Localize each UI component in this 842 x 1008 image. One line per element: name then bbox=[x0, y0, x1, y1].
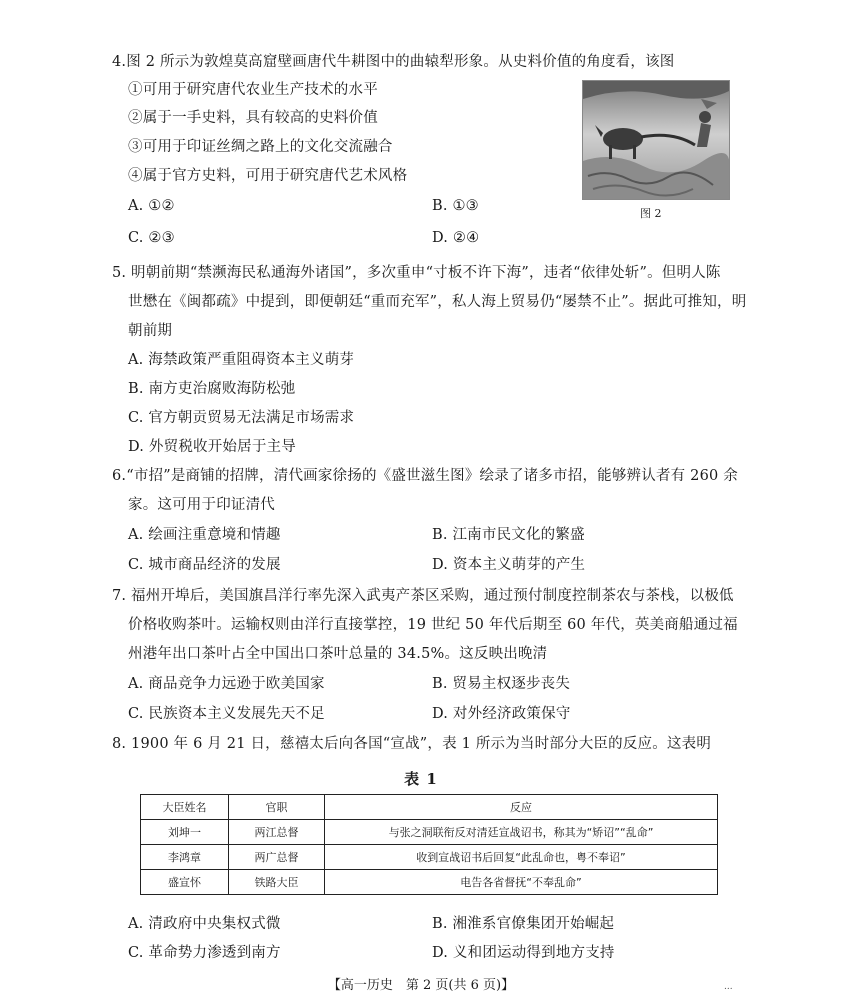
q8-option-a: A. 清政府中央集权式微 bbox=[128, 916, 281, 932]
table-1-title: 表 1 bbox=[404, 770, 438, 788]
q5-option-a: A. 海禁政策严重阻碍资本主义萌芽 bbox=[128, 352, 355, 368]
q7-option-a: A. 商品竞争力远逊于欧美国家 bbox=[128, 676, 325, 692]
q6-option-c: C. 城市商品经济的发展 bbox=[128, 557, 281, 573]
table-cell: 李鸿章 bbox=[141, 845, 229, 870]
table-cell: 刘坤一 bbox=[141, 820, 229, 845]
q5-option-d: D. 外贸税收开始居于主导 bbox=[128, 439, 296, 455]
q4-option-a: A. ①② bbox=[128, 198, 175, 214]
q7-option-b: B. 贸易主权逐步丧失 bbox=[432, 676, 571, 692]
table-cell: 铁路大臣 bbox=[229, 870, 325, 895]
q4-option-c: C. ②③ bbox=[128, 230, 175, 246]
table-row bbox=[141, 870, 718, 895]
q6-stem-line-2: 家。这可用于印证清代 bbox=[128, 497, 275, 513]
q5-stem-line-3: 朝前期 bbox=[128, 323, 173, 339]
q8-option-c: C. 革命势力渗透到南方 bbox=[128, 945, 281, 961]
q6-option-b: B. 江南市民文化的繁盛 bbox=[432, 527, 585, 543]
table-cell: 电告各省督抚“不奉乱命” bbox=[325, 870, 718, 895]
page-footer: 【高一历史 第 2 页(共 6 页)】 bbox=[327, 978, 515, 993]
figure-2-caption: 图 2 bbox=[640, 207, 662, 220]
q7-stem-line-3: 州港年出口茶叶占全中国出口茶叶总量的 34.5%。这反映出晚清 bbox=[128, 646, 548, 662]
q5-option-c: C. 官方朝贡贸易无法满足市场需求 bbox=[128, 410, 355, 426]
q4-item-2: ②属于一手史料，具有较高的史料价值 bbox=[128, 110, 378, 126]
q4-option-d: D. ②④ bbox=[432, 230, 480, 246]
table-cell: 与张之洞联衔反对清廷宣战诏书，称其为“矫诏”“乱命” bbox=[325, 820, 718, 845]
table-header-cell: 反应 bbox=[325, 795, 718, 820]
q6-option-a: A. 绘画注重意境和情趣 bbox=[128, 527, 281, 543]
q4-item-3: ③可用于印证丝绸之路上的文化交流融合 bbox=[128, 139, 393, 155]
q6-stem-line-1: 6.“市招”是商铺的招牌，清代画家徐扬的《盛世滋生图》绘录了诸多市招，能够辨认者有 260 余 bbox=[112, 468, 738, 484]
q8-option-d: D. 义和团运动得到地方支持 bbox=[432, 945, 615, 961]
q4-item-1: ①可用于研究唐代农业生产技术的水平 bbox=[128, 82, 378, 98]
q4-item-4: ④属于官方史料，可用于研究唐代艺术风格 bbox=[128, 168, 408, 184]
table-header-row bbox=[141, 795, 718, 820]
table-row bbox=[141, 845, 718, 870]
q7-stem-line-1: 7. 福州开埠后，美国旗昌洋行率先深入武夷产茶区采购，通过预付制度控制茶农与茶栈，以极低 bbox=[112, 588, 734, 604]
ministers-reaction-table bbox=[140, 794, 718, 895]
q7-option-d: D. 对外经济政策保守 bbox=[432, 706, 571, 722]
table-cell: 收到宣战诏书后回复“此乱命也，粤不奉诏” bbox=[325, 845, 718, 870]
table-cell: 盛宣怀 bbox=[141, 870, 229, 895]
table-row bbox=[141, 820, 718, 845]
q4-stem: 4.图 2 所示为敦煌莫高窟壁画唐代牛耕图中的曲辕犁形象。从史料价值的角度看，该图 bbox=[112, 54, 675, 70]
table-header-cell: 大臣姓名 bbox=[141, 795, 229, 820]
q4-option-b: B. ①③ bbox=[432, 198, 479, 214]
table-cell: 两江总督 bbox=[229, 820, 325, 845]
q8-option-b: B. 湘淮系官僚集团开始崛起 bbox=[432, 916, 615, 932]
q7-option-c: C. 民族资本主义发展先天不足 bbox=[128, 706, 325, 722]
q8-stem: 8. 1900 年 6 月 21 日，慈禧太后向各国“宣战”，表 1 所示为当时部分大臣的反应。这表明 bbox=[112, 736, 712, 752]
dunhuang-mural-image bbox=[582, 80, 730, 200]
q7-stem-line-2: 价格收购茶叶。运输权则由洋行直接掌控，19 世纪 50 年代后期至 60 年代，英美商船通过福 bbox=[128, 617, 738, 633]
q5-option-b: B. 南方吏治腐败海防松弛 bbox=[128, 381, 296, 397]
corner-mark: ... bbox=[724, 982, 733, 992]
q5-stem-line-2: 世懋在《闽都疏》中提到，即便朝廷“重而充军”，私人海上贸易仍“屡禁不止”。据此可推知，明 bbox=[128, 294, 747, 310]
q6-option-d: D. 资本主义萌芽的产生 bbox=[432, 557, 586, 573]
table-cell: 两广总督 bbox=[229, 845, 325, 870]
table-header-cell: 官职 bbox=[229, 795, 325, 820]
q5-stem-line-1: 5. 明朝前期“禁濒海民私通海外诸国”，多次重申“寸板不许下海”，违者“依律处斩”。但明人陈 bbox=[112, 265, 721, 281]
